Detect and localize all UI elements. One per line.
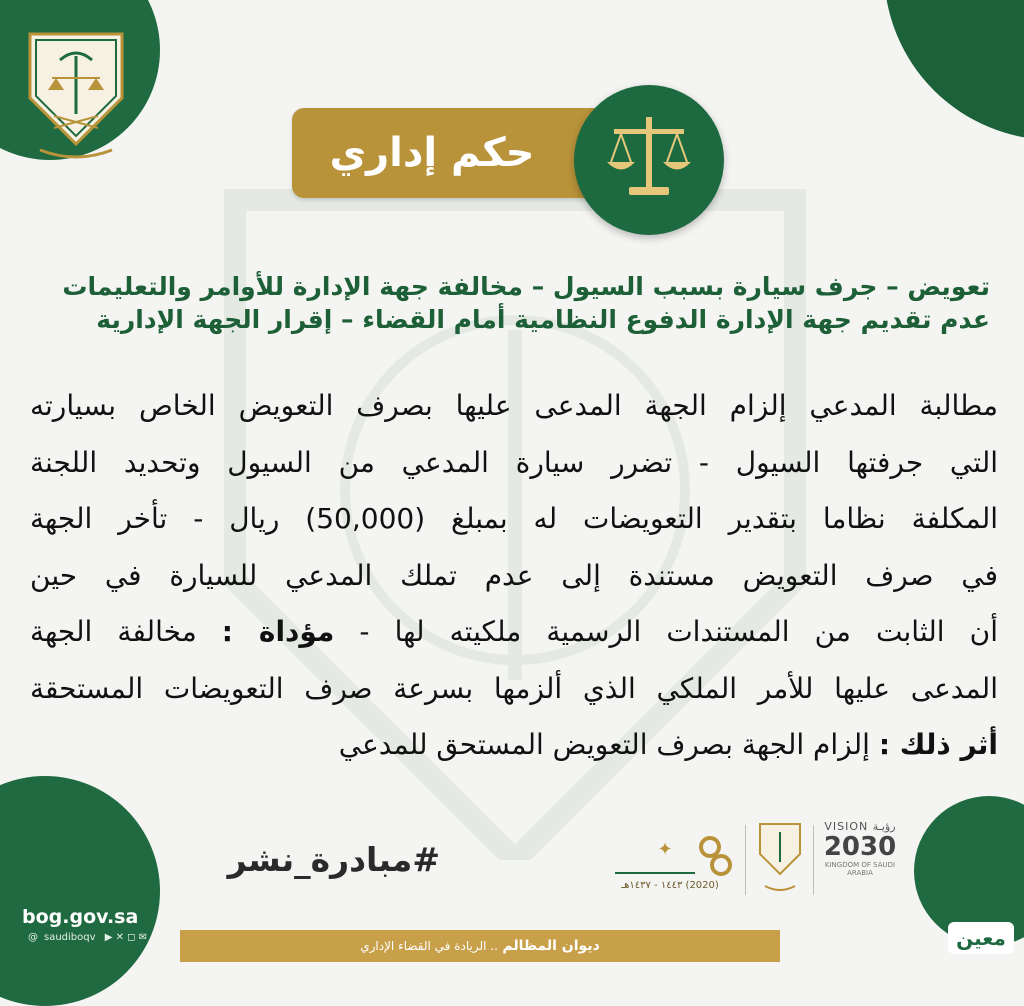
ruling-body: [30, 378, 998, 774]
effect-line: [30, 717, 998, 774]
subtitle-line-2: عدم تقديم جهة الإدارة الدفوع النظامية أمام القضاء – إقرار الجهة الإدارية: [96, 305, 990, 334]
initiative-hashtag: #مبادرة_نشر: [227, 840, 440, 879]
body-line-text: مخالفة الجهة: [30, 615, 197, 648]
social-icons: ▶ ✕ ◻ ✉: [104, 932, 148, 943]
footer-bar: [180, 930, 780, 962]
mueen-logo: معين: [948, 922, 1014, 954]
logo-divider: [813, 825, 814, 895]
body-line: مطالبة المدعي إلزام الجهة المدعى عليها بصرف التعويض الخاص بسيارته: [30, 389, 998, 422]
vision-2030-logo: [820, 820, 900, 900]
body-line: في صرف التعويض مستندة إلى عدم تملك المدعي للسيارة في حين: [30, 558, 998, 592]
footer-slogan: .. الريادة في القضاء الإداري: [360, 939, 498, 953]
website-link[interactable]: bog.gov.sa: [22, 906, 139, 928]
body-line-text: أن الثابت من المستندات الرسمية ملكيته لها -: [359, 615, 999, 648]
subtitle-line-1: تعويض – جرف سيارة بسبب السيول – مخالفة جهة الإدارة للأوامر والتعليمات: [62, 272, 990, 301]
social-handle: [22, 932, 147, 943]
result-label: مؤداة :: [221, 615, 335, 648]
board-of-grievances-logo: [20, 26, 132, 166]
vision-year: 2030: [823, 832, 897, 862]
scale-icon-circle: [574, 85, 724, 235]
corner-decoration-top-right: [884, 0, 1024, 140]
logo-divider: [745, 825, 746, 895]
body-line: المدعى عليها للأمر الملكي الذي ألزمها بسرعة صرف التعويضات المستحقة: [30, 671, 998, 705]
scales-of-justice-icon: [599, 107, 699, 207]
vision-subtitle: KINGDOM OF SAUDI ARABIA: [824, 861, 896, 877]
page-title: حكم إداري: [329, 130, 535, 176]
effect-text: إلزام الجهة بصرف التعويض المستحق للمدعي: [338, 728, 870, 761]
body-line: التي جرفتها السيول - تضرر سيارة المدعي من السيول وتحديد اللجنة: [30, 445, 998, 479]
corner-decoration-bottom-left: [0, 776, 160, 1006]
at-icon: @: [28, 932, 38, 943]
svg-text:✦: ✦: [657, 839, 673, 860]
case-subtitle: [30, 270, 990, 336]
effect-label: أثر ذلك :: [878, 728, 998, 761]
footer-org-name: ديوان المظالم: [502, 938, 600, 954]
partner-logos: [605, 820, 895, 900]
anniversary-caption: (2020) ١٤٤٣ - ١٤٣٧هـ: [621, 880, 719, 891]
vision-label: VISION رؤيـة: [824, 820, 896, 833]
handle-text: saudiboqv: [44, 932, 96, 943]
title-badge: [292, 108, 612, 198]
body-line: المكلفة نظاما بتقدير التعويضات له بمبلغ (50,000) ريال - تأخر الجهة: [30, 502, 998, 535]
body-line: [30, 604, 998, 661]
small-emblem-logo: [755, 820, 805, 898]
